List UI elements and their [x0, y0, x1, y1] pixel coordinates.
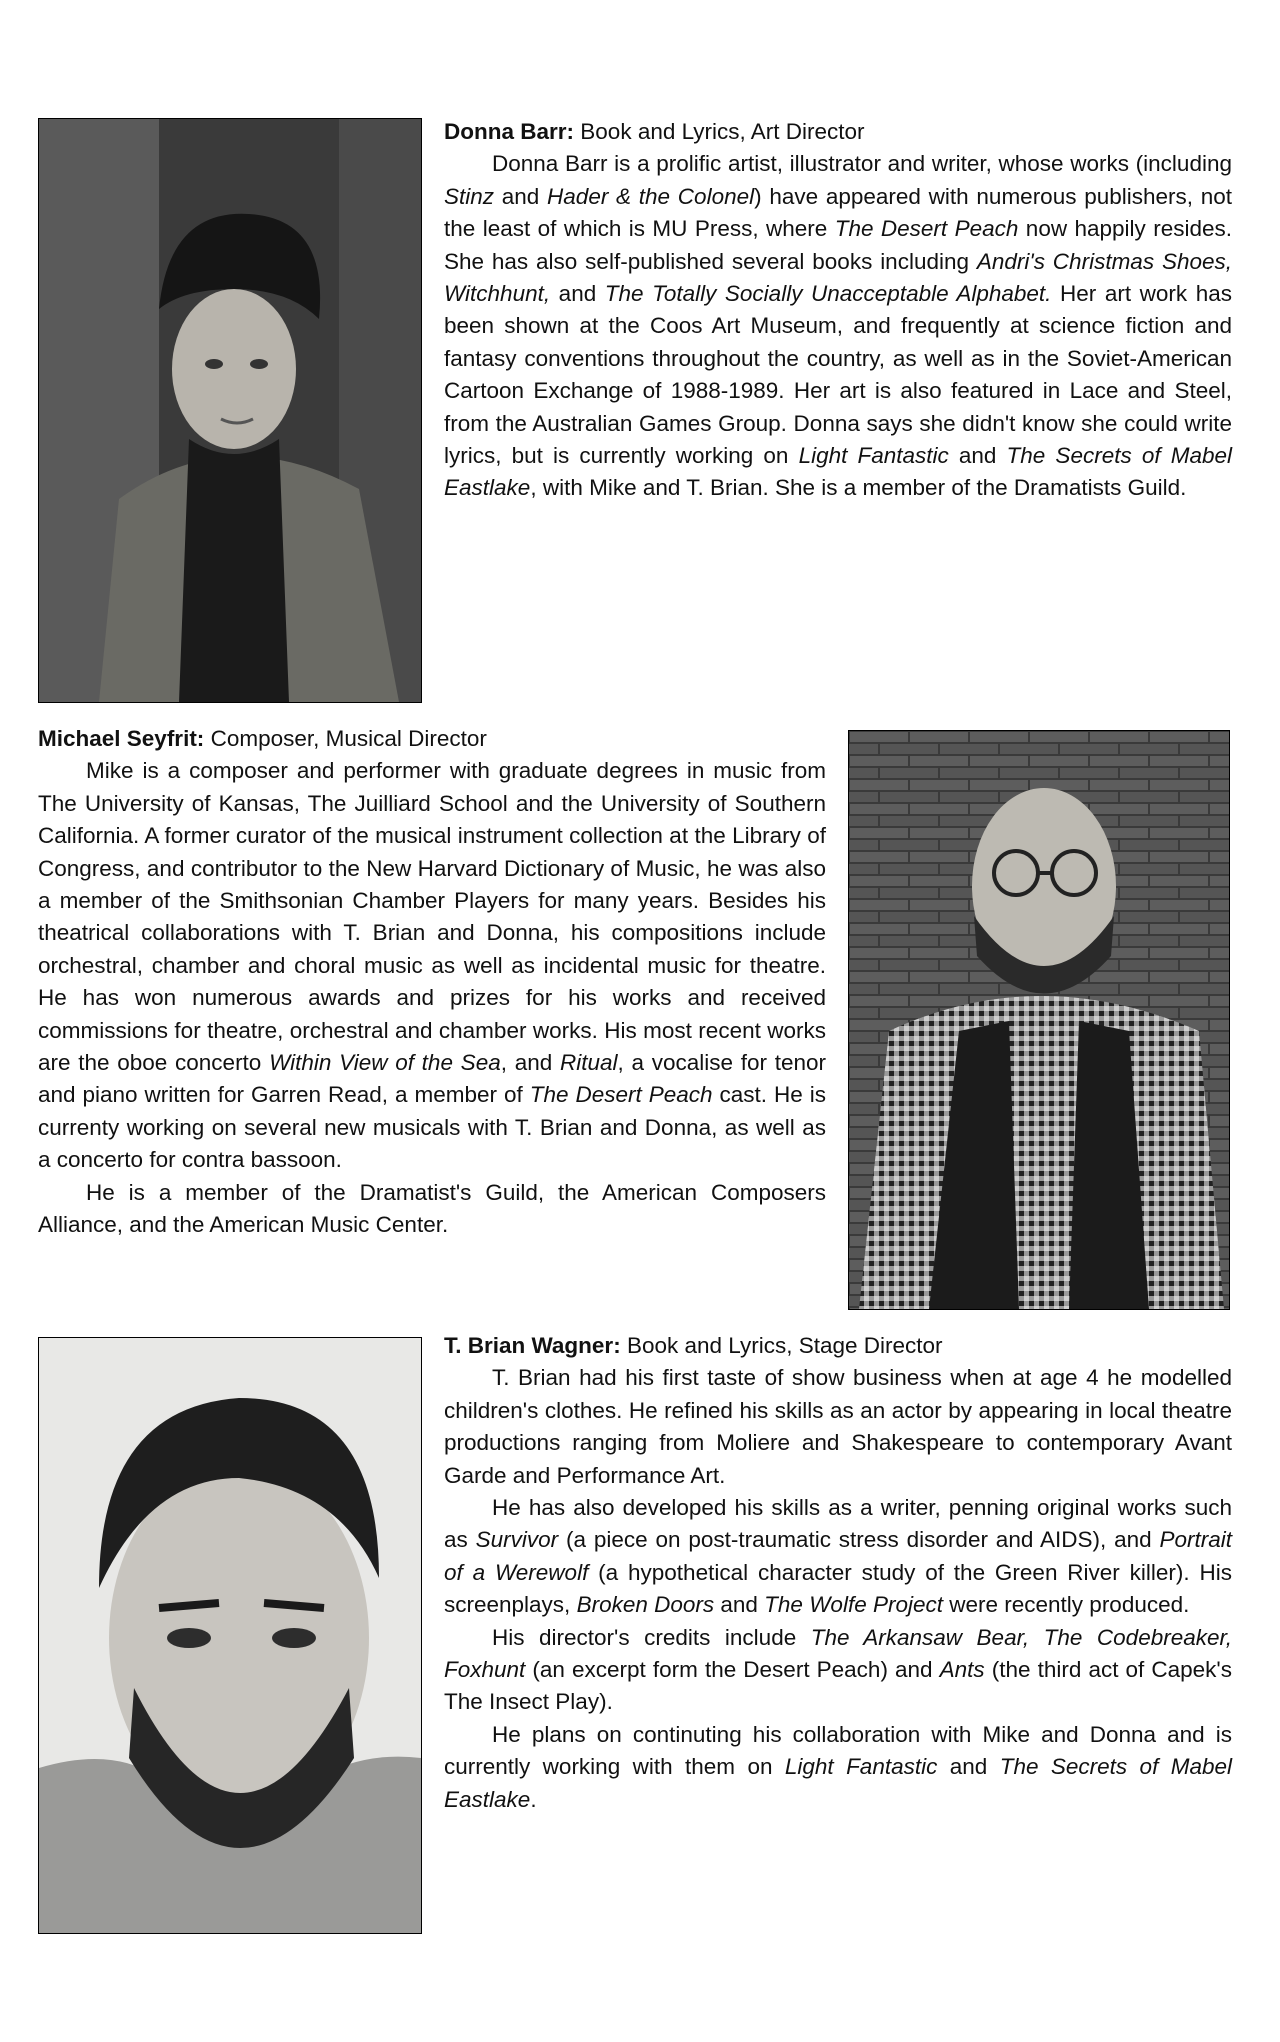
bio-paragraph: His director's credits include The Arkansaw Bear, The Codebreaker, Foxhunt (an excerpt form the Desert Peach) and Ants (the third act of Capek's The Insect Play).: [444, 1624, 1232, 1715]
bio-heading: [444, 116, 1232, 148]
bio-paragraph: He has also developed his skills as a writer, penning original works such as Survivor (a piece on post-traumatic stress disorder and AIDS), and Portrait of a Werewolf (a hypothetical character study of the Green River killer). His screenplays, Broken Doors and The Wolfe Project were recently produced.: [444, 1495, 1232, 1618]
bio-name: T. Brian Wagner:: [444, 1333, 621, 1358]
donna-barr-photo: [38, 118, 422, 703]
bio-heading: [444, 1330, 1232, 1362]
bio-paragraph: T. Brian had his first taste of show business when at age 4 he modelled children's clothes. He refined his skills as an actor by appearing in local theatre productions ranging from Moliere and Shakespeare to contemporary Avant Garde and Performance Art.: [444, 1365, 1232, 1488]
bio-role: Composer, Musical Director: [210, 726, 487, 751]
michael-seyfrit-bio: [38, 723, 826, 1242]
bio-role: Book and Lyrics, Stage Director: [626, 1333, 943, 1358]
t-brian-wagner-photo: [38, 1337, 422, 1934]
t-brian-wagner-bio: [444, 1330, 1232, 1816]
bio-name: Donna Barr:: [444, 119, 575, 144]
bio-role: Book and Lyrics, Art Director: [580, 119, 865, 144]
bio-paragraph: Mike is a composer and performer with graduate degrees in music from The University of Kansas, The Juilliard School and the University of Southern California. A former curator of the musical instrument collection at the Library of Congress, and contributor to the New Harvard Dictionary of Music, he was also a member of the Smithsonian Chamber Players for many years. Besides his theatrical collaborations with T. Brian and Donna, his compositions include orchestral, chamber and choral music as well as incidental music for theatre. He has won numerous awards and prizes for his works and received commissions for theatre, orchestral and chamber works. His most recent works are the oboe concerto Within View of the Sea, and Ritual, a vocalise for tenor and piano written for Garren Read, a member of The Desert Peach cast. He is currenty working on several new musicals with T. Brian and Donna, as well as a concerto for contra bassoon.: [38, 758, 827, 1173]
donna-barr-bio: [444, 116, 1232, 505]
bio-paragraph: He is a member of the Dramatist's Guild, the American Composers Alliance, and the American Music Center.: [38, 1179, 826, 1238]
bio-paragraph: He plans on continuting his collaboration with Mike and Donna and is currently working with them on Light Fantastic and The Secrets of Mabel Eastlake.: [444, 1721, 1232, 1812]
bio-name: Michael Seyfrit:: [38, 726, 205, 751]
bio-heading: [38, 723, 826, 755]
bio-paragraph: Donna Barr is a prolific artist, illustrator and writer, whose works (including Stinz and Hader & the Colonel) have appeared with numerous publishers, not the least of which is MU Press, where The Desert Peach now happily resides. She has also self-published several books including Andri's Christmas Shoes, Witchhunt, and The Totally Socially Unacceptable Alphabet. Her art work has been shown at the Coos Art Museum, and frequently at science fiction and fantasy conventions throughout the country, as well as in the Soviet-American Cartoon Exchange of 1988-1989. Her art is also featured in Lace and Steel, from the Australian Games Group. Donna says she didn't know she could write lyrics, but is currently working on Light Fantastic and The Secrets of Mabel Eastlake, with Mike and T. Brian. She is a member of the Dramatists Guild.: [444, 151, 1233, 501]
michael-seyfrit-photo: [848, 730, 1230, 1310]
